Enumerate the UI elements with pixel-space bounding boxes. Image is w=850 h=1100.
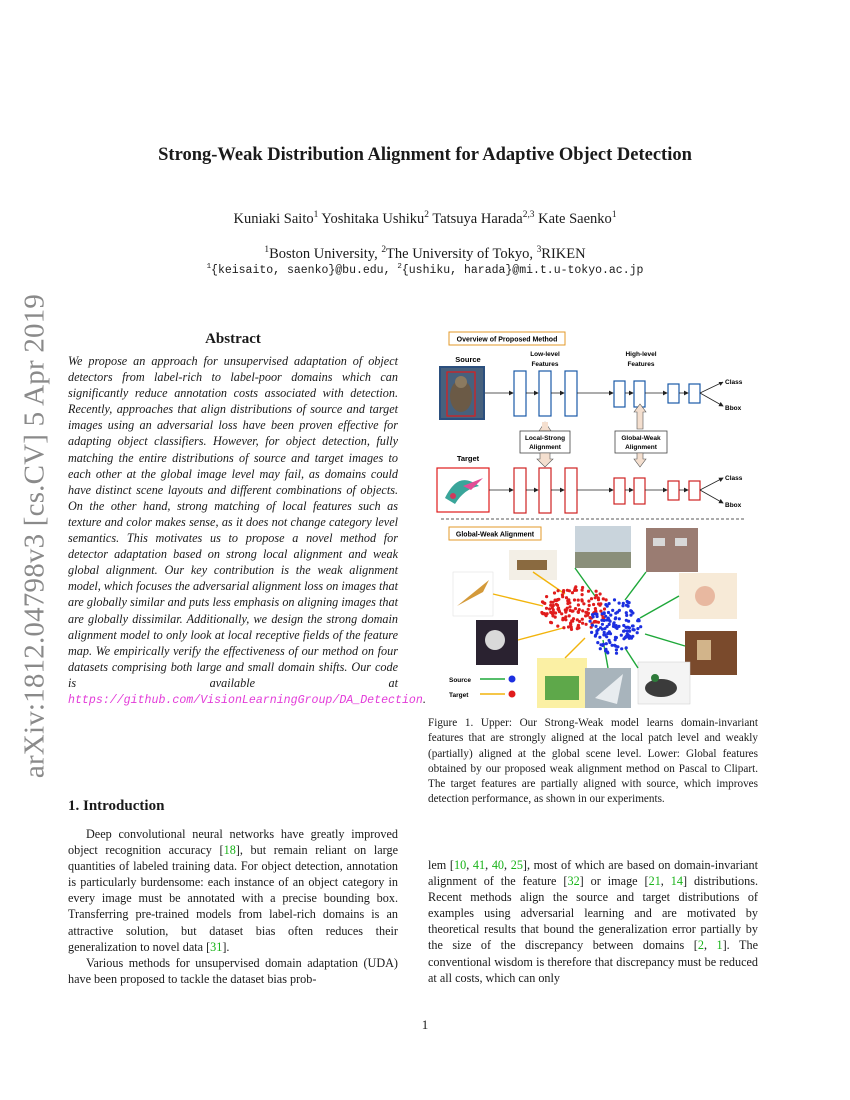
feature-point	[585, 623, 588, 626]
feature-point	[627, 620, 630, 623]
author-affil-sup: 1	[611, 210, 617, 221]
global-weak-label-2: Alignment	[625, 444, 657, 451]
feature-point	[541, 600, 544, 603]
feature-point	[576, 618, 579, 621]
text-run: ] distributions. Recent methods align the source and target distributions of examples using adversarial learning and are motivated by theoretical results that bound the generalization error partially by the size of the discrepancy between domains [	[428, 874, 758, 953]
feature-point	[593, 620, 596, 623]
feature-point	[581, 609, 584, 612]
feature-point	[607, 611, 610, 614]
abstract-end: .	[422, 691, 426, 706]
feature-point	[625, 646, 628, 649]
text-run: ,	[466, 858, 473, 872]
feature-point	[606, 625, 609, 628]
text-run: ], but remain reliant on large quantities of labeled training data. For object detection, annotation is particularly burdensome: each instance of an object category in every image must be annotated with a precise bounding box. Transferring pre-trained models from label-rich domains is an attractive solution, but dataset bias often reduces their generalization to novel data [	[68, 843, 398, 954]
feature-point	[595, 590, 598, 593]
feature-point	[614, 612, 617, 615]
citation-link[interactable]: 32	[567, 874, 580, 889]
text-run: ,	[504, 858, 511, 872]
feature-point	[567, 598, 570, 601]
feature-point	[615, 648, 618, 651]
feature-point	[599, 592, 602, 595]
citation-link[interactable]: 40	[491, 858, 504, 872]
feature-point	[620, 647, 623, 650]
feature-point	[603, 611, 606, 614]
feature-point	[594, 625, 597, 628]
feature-point	[623, 629, 626, 632]
feature-point	[549, 604, 552, 607]
class-output-label: Class	[725, 379, 743, 386]
target-label: Target	[456, 454, 480, 463]
code-link[interactable]: https://github.com/VisionLearningGroup/DA_Detection	[68, 693, 423, 707]
feature-point	[554, 611, 557, 614]
feature-point	[613, 621, 616, 624]
feature-point	[631, 635, 634, 638]
feature-point	[611, 644, 614, 647]
feature-point	[617, 625, 620, 628]
feature-point	[587, 600, 590, 603]
author-name: Kate Saenko	[538, 211, 612, 227]
legend-source-dot	[509, 676, 516, 683]
feature-point	[587, 608, 590, 611]
citation-link[interactable]: 14	[670, 874, 683, 889]
target-network	[489, 468, 723, 513]
author-list	[0, 211, 850, 228]
affiliation-name: The University of Tokyo,	[386, 246, 533, 262]
global-weak-panel-label: Global-Weak Alignment	[455, 531, 535, 539]
feature-point	[601, 628, 604, 631]
source-label: Source	[455, 355, 481, 364]
source-network	[485, 371, 723, 416]
feature-point	[636, 631, 639, 634]
feature-point	[569, 609, 572, 612]
thumbnail-images	[453, 526, 737, 708]
feature-point	[581, 618, 584, 621]
feature-point	[570, 619, 573, 622]
feature-point	[639, 625, 642, 628]
feature-point	[557, 598, 560, 601]
feature-point	[594, 609, 597, 612]
feature-point	[599, 647, 602, 650]
global-weak-label: Global-Weak	[621, 435, 661, 442]
affil-sup: 2	[381, 245, 387, 256]
page-number: 1	[421, 1017, 429, 1032]
feature-point	[590, 597, 593, 600]
feature-point	[581, 589, 584, 592]
feature-point	[566, 602, 569, 605]
citation-link[interactable]: 10	[454, 858, 467, 872]
citation-link[interactable]: 41	[472, 858, 486, 872]
affiliation-name: RIKEN	[541, 246, 586, 262]
feature-point	[553, 591, 556, 594]
feature-point	[596, 615, 599, 618]
legend-target-dot	[509, 691, 516, 698]
feature-point	[569, 623, 572, 626]
feature-point	[574, 585, 577, 588]
feature-point	[554, 616, 557, 619]
feature-point	[607, 617, 610, 620]
feature-point	[599, 602, 602, 605]
feature-point	[588, 604, 591, 607]
feature-point	[557, 608, 560, 611]
text-run: Deep convolutional neural networks have greatly improved object recognition accuracy [	[68, 827, 398, 858]
feature-point	[561, 595, 564, 598]
feature-point	[582, 602, 585, 605]
bbox-output-label-target: Bbox	[725, 502, 742, 509]
feature-point	[564, 617, 567, 620]
high-level-label-2: Features	[627, 361, 655, 368]
feature-point	[605, 642, 608, 645]
text-run: ] or image [	[579, 874, 649, 889]
feature-point	[627, 601, 630, 604]
global-weak-down-arrow	[634, 453, 646, 467]
introduction-body	[68, 826, 398, 987]
feature-point	[571, 591, 574, 594]
feature-point	[622, 624, 625, 627]
feature-point	[594, 635, 597, 638]
feature-point	[620, 634, 623, 637]
low-level-label-2: Features	[531, 361, 559, 368]
paper-title: Strong-Weak Distribution Alignment for Adaptive Object Detection	[158, 145, 692, 165]
email-addresses	[0, 264, 850, 277]
low-level-label: Low-level	[530, 351, 560, 358]
feature-point	[568, 605, 571, 608]
feature-point	[611, 609, 614, 612]
target-image	[437, 468, 489, 512]
feature-point	[601, 623, 604, 626]
feature-point	[636, 627, 639, 630]
feature-point	[590, 631, 593, 634]
feature-point	[578, 608, 581, 611]
source-image	[439, 366, 485, 420]
feature-point	[587, 590, 590, 593]
text-run: ,	[660, 874, 671, 889]
feature-point	[545, 595, 548, 598]
abstract-heading: Abstract	[205, 331, 261, 347]
right-column-body	[428, 857, 758, 986]
abstract-text: We propose an approach for unsupervised adaptation of object detectors from label-rich to label-poor domains which can significantly reduce annotation costs associated with detection. Recently, approaches that align distributions of source and target images using an adversarial loss have been proven effective for adapting object classifiers. However, for object detection, fully matching the entire distributions of source and target images to each other at the global image level may fail, as domains could have distinct scene layouts and different combinations of objects. On the other hand, strong matching of local features such as texture and color makes sense, as it does not change category level semantics. This motivates us to propose a novel method for detector adaptation based on strong local alignment and weak global alignment. Our key contribution is the weak alignment model, which focuses the adversarial alignment loss on images that are globally similar and puts less emphasis on aligning images that are globally dissimilar. Additionally, we design the strong domain alignment model to only look at local receptive fields of the feature map. We empirically verify the effectiveness of our method on four datasets comprising both large and small domain shifts. Our code is available at	[68, 354, 398, 690]
text-run: ,	[485, 858, 492, 872]
affiliation-name: Boston University,	[269, 246, 378, 262]
feature-point	[577, 599, 580, 602]
feature-point	[629, 609, 632, 612]
feature-point	[598, 636, 601, 639]
feature-point	[580, 598, 583, 601]
global-weak-up-arrow	[634, 404, 646, 429]
author-affil-sup: 1	[313, 210, 319, 221]
feature-point	[618, 602, 621, 605]
citation-link[interactable]: 1	[716, 938, 723, 953]
feature-point	[605, 635, 608, 638]
affil-sup: 3	[536, 245, 542, 256]
email-group: {keisaito, saenko}@bu.edu,	[211, 264, 391, 277]
bbox-output-label: Bbox	[725, 405, 742, 412]
feature-point	[545, 607, 548, 610]
overview-label: Overview of Proposed Method	[456, 336, 558, 344]
feature-point	[594, 612, 597, 615]
abstract-body	[68, 353, 426, 709]
author-name: Tatsuya Harada	[432, 211, 523, 227]
feature-point	[614, 636, 617, 639]
email-sup: 1	[206, 263, 212, 272]
feature-point	[608, 639, 611, 642]
figure-1	[422, 328, 763, 708]
figure-caption: Figure 1. Upper: Our Strong-Weak model learns domain-invariant features that are strongly aligned at the local patch level and weakly (partially) aligned at the global scene level. Lower: Global features obtained by our proposed weak alignment method on Pascal to Clipart. The target features are partially aligned with source, which improves detection performance, as shown in our experiments.	[428, 717, 758, 806]
feature-point	[574, 607, 577, 610]
text-run: ]. The conventional wisdom is therefore that discrepancy must be reduced at all costs, which can only	[428, 938, 758, 985]
feature-point	[613, 598, 616, 601]
feature-point	[618, 609, 621, 612]
text-run: ], most of which are based on domain-invariant alignment of the feature [	[428, 858, 759, 889]
intro-paragraph	[68, 826, 398, 955]
feature-point	[584, 614, 587, 617]
feature-point	[600, 619, 603, 622]
feature-point	[614, 616, 617, 619]
section-heading-introduction: 1. Introduction	[68, 798, 165, 814]
feature-point	[615, 652, 618, 655]
feature-point	[618, 617, 621, 620]
local-strong-label-2: Alignment	[529, 444, 561, 451]
text-run: ].	[222, 939, 230, 954]
feature-point	[622, 602, 625, 605]
feature-point	[595, 632, 598, 635]
email-sup: 2	[397, 263, 402, 272]
citation-link[interactable]: 25	[510, 858, 523, 872]
feature-scatter	[540, 585, 642, 655]
feature-point	[609, 614, 612, 617]
feature-point	[625, 614, 628, 617]
feature-point	[624, 636, 627, 639]
feature-point	[604, 615, 607, 618]
legend-target-label: Target	[449, 692, 469, 699]
feature-point	[603, 607, 606, 610]
feature-point	[631, 624, 634, 627]
arxiv-identifier: arXiv:1812.04798v3 [cs.CV] 5 Apr 2019	[18, 293, 51, 779]
feature-point	[560, 612, 563, 615]
feature-point	[605, 598, 608, 601]
class-output-label-target: Class	[725, 475, 743, 482]
citation-link[interactable]: 2	[697, 938, 704, 953]
feature-point	[549, 611, 552, 614]
feature-point	[626, 629, 629, 632]
feature-point	[562, 626, 565, 629]
feature-point	[557, 589, 560, 592]
feature-point	[601, 644, 604, 647]
author-affil-sup: 2	[424, 210, 429, 221]
feature-point	[589, 616, 592, 619]
affiliations	[0, 246, 850, 263]
feature-point	[584, 611, 587, 614]
feature-point	[638, 619, 641, 622]
high-level-label: High-level	[625, 351, 657, 358]
feature-point	[597, 621, 600, 624]
feature-point	[564, 609, 567, 612]
feature-point	[592, 603, 595, 606]
feature-point	[629, 614, 632, 617]
text-run: ,	[703, 938, 717, 953]
feature-point	[592, 615, 595, 618]
feature-point	[604, 649, 607, 652]
feature-point	[562, 589, 565, 592]
feature-point	[568, 614, 571, 617]
feature-point	[540, 611, 543, 614]
local-strong-down-arrow	[537, 453, 553, 467]
feature-point	[556, 625, 559, 628]
author-name: Kuniaki Saito	[233, 211, 314, 227]
feature-point	[606, 605, 609, 608]
feature-point	[615, 624, 618, 627]
feature-point	[570, 628, 573, 631]
text-run: lem [	[428, 858, 454, 872]
feature-point	[597, 628, 600, 631]
legend-source-label: Source	[449, 677, 472, 684]
feature-point	[589, 620, 592, 623]
feature-point	[556, 604, 559, 607]
arxiv-sidebar	[8, 293, 62, 779]
email-group: {ushiku, harada}@mi.t.u-tokyo.ac.jp	[401, 264, 644, 277]
feature-point	[549, 601, 552, 604]
author-name: Yoshitaka Ushiku	[321, 211, 425, 227]
citation-link[interactable]: 31	[210, 939, 223, 954]
feature-point	[543, 613, 546, 616]
feature-point	[633, 628, 636, 631]
citation-link[interactable]: 21	[648, 874, 661, 889]
local-strong-label: Local-Strong	[524, 435, 566, 442]
affil-sup: 1	[264, 245, 270, 256]
feature-point	[609, 632, 612, 635]
feature-point	[597, 598, 600, 601]
feature-point	[581, 622, 584, 625]
feature-point	[577, 624, 580, 627]
feature-point	[577, 603, 580, 606]
feature-point	[602, 597, 605, 600]
feature-point	[594, 596, 597, 599]
author-affil-sup: 2,3	[522, 210, 535, 221]
feature-point	[573, 598, 576, 601]
feature-point	[581, 593, 584, 596]
feature-point	[550, 621, 553, 624]
citation-link[interactable]: 18	[223, 843, 236, 858]
feature-point	[616, 645, 619, 648]
feature-point	[625, 611, 628, 614]
feature-point	[591, 624, 594, 627]
feature-point	[596, 641, 599, 644]
intro-paragraph: Various methods for unsupervised domain adaptation (UDA) have been proposed to tackle the dataset bias prob-	[68, 955, 398, 986]
feature-point	[568, 589, 571, 592]
